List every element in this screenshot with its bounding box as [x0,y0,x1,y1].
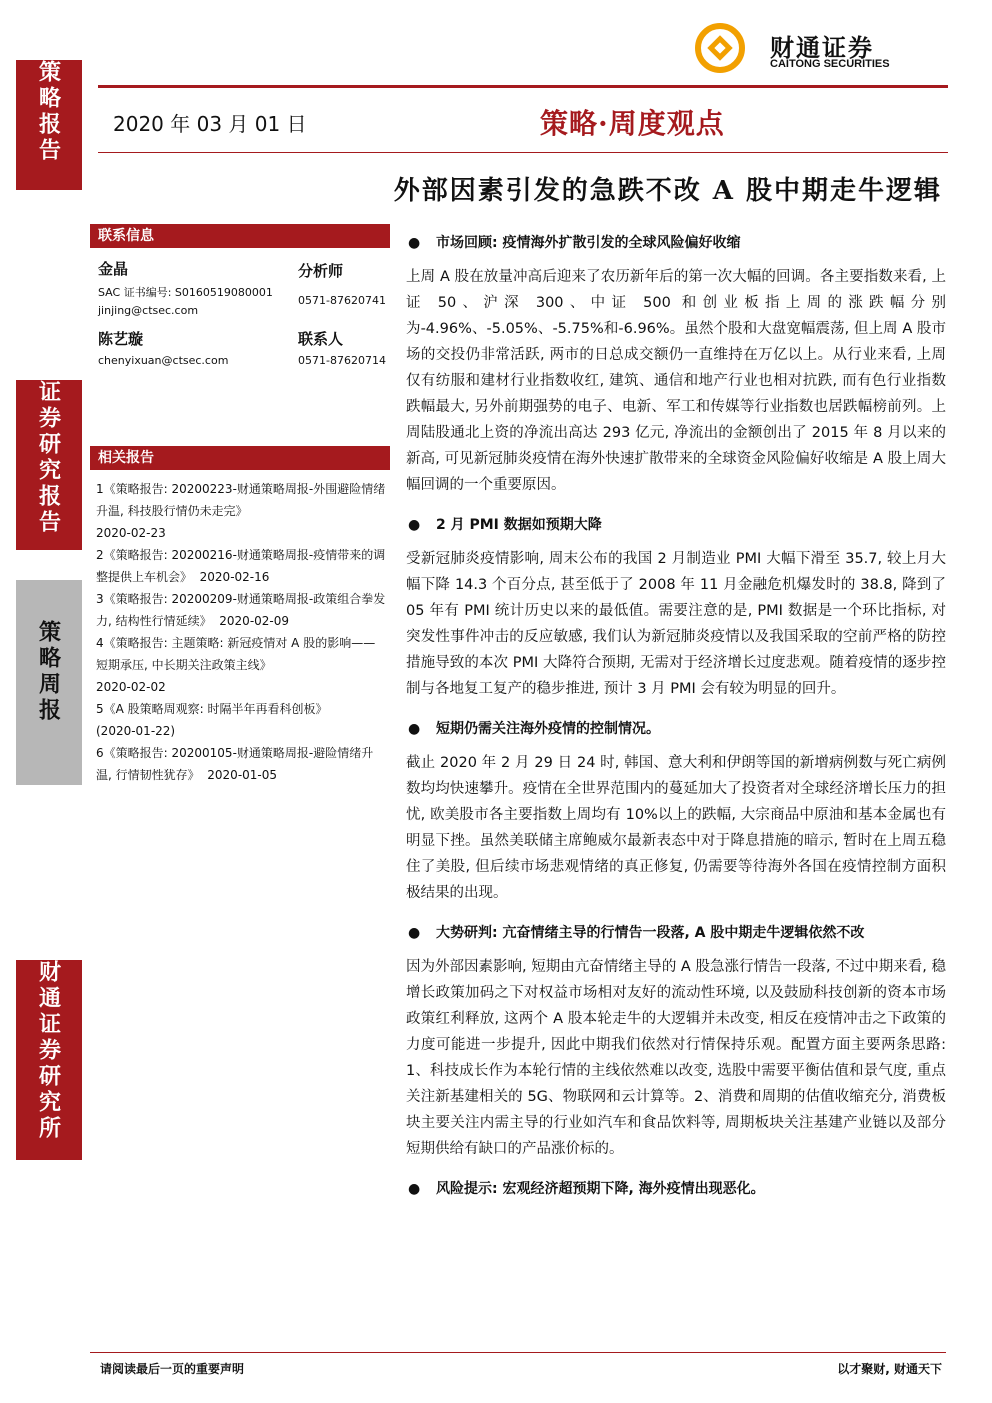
bullet-icon: ● [408,1181,421,1197]
related-reports-list [90,478,390,786]
sidebar-block-institute [16,960,82,1160]
section-paragraph: 上周 A 股在放量冲高后迎来了农历新年后的第一次大幅的回调。各主要指数来看, 上证 50、沪深 300、中证 500 和创业板指上周的涨跌幅分别为-4.96%、-5.05%、-5.75%和-6.96%。虽然个股和大盘宽幅震荡, 但上周 A 股市场的交投仍非常活跃, 两市的日总成交额仍一直维持在万亿以上。从行业来看, 上周仅有纺服和建材行业指数收红, 建筑、通信和地产行业也相对抗跌, 而有色行业指数跌幅最大, 另外前期强势的电子、电新、军工和传媒等行业指数也居跌幅榜前列。上周陆股通北上资的净流出高达 293 亿元, 净流出的金额创出了 2015 年 8 月以来的新高, 可见新冠肺炎疫情在海外快速扩散带来的全球资金风险偏好收缩是 A 股上周大幅回调的一个重要原因。 [406,269,946,493]
list-item[interactable] [90,632,390,698]
sidebar-block-report-type [16,60,82,190]
list-item[interactable] [90,698,390,742]
section-heading-text: 短期仍需关注海外疫情的控制情况。 [436,721,660,737]
sidebar-block-series [16,580,82,785]
brand-name-cn: 财通证券 [770,34,874,62]
related-report-title[interactable]: 5《A 股策略周观察: 时隔半年再看科创板》 [96,702,328,716]
contact-email[interactable]: chenyixuan@ctsec.com [98,354,229,367]
analyst-sac: SAC 证书编号: S0160519080001 [98,286,273,299]
section-heading-text: 大势研判: 亢奋情绪主导的行情告一段落, A 股中期走牛逻辑依然不改 [436,925,865,941]
contact-block [90,248,390,378]
sidebar-label: 策略周报 [35,620,62,724]
report-headline: 外部因素引发的急跌不改 A 股中期走牛逻辑 [393,176,942,206]
section-heading [400,512,948,538]
section-heading [400,230,948,256]
sidebar-block-category [16,380,82,550]
list-item[interactable] [90,742,390,786]
sidebar-label: 证券研究报告 [35,380,62,536]
brand-name-en: CAITONG SECURITIES [770,58,890,70]
analyst-phone: 0571-87620741 [298,294,386,307]
section-paragraph: 因为外部因素影响, 短期由亢奋情绪主导的 A 股急涨行情告一段落, 不过中期来看, 稳增长政策加码之下对权益市场相对友好的流动性环境, 以及鼓励科技创新的资本市场政策红利释放, 这两个 A 股本轮走牛的大逻辑并未改变, 相反在疫情冲击之下政策的力度可能进一步提升, 因此中期我们依然对行情保持乐观。配置方面主要两条思路: 1、科技成长作为本轮行情的主线依然难以改变, 选股中需要平衡估值和景气度, 重点关注新基建相关的 5G、物联网和云计算等。2、消费和周期的估值收缩充分, 消费板块主要关注内需主导的行业如汽车和食品饮料等, 周期板块关注基建产业链以及部分短期供给有缺口的产品涨价标的。 [406,959,946,1157]
caitong-logo-icon [694,22,746,74]
related-report-date: 2020-02-23 [96,526,166,540]
doc-type-title: 策略·周度观点 [540,107,725,140]
section-heading [400,1176,948,1202]
analyst-email[interactable]: jinjing@ctsec.com [98,304,199,317]
related-report-date: (2020-01-22) [96,724,176,738]
related-report-title[interactable]: 1《策略报告: 20200223-财通策略周报-外围避险情绪升温, 科技股行情仍未走完》 [96,482,386,518]
header-rule [98,85,948,88]
related-report-title[interactable]: 4《策略报告: 主题策略: 新冠疫情对 A 股的影响——短期承压, 中长期关注政策主线》 [96,636,376,672]
section-heading [400,716,948,742]
sidebar-label: 策略报告 [35,60,62,164]
bullet-icon: ● [408,517,421,533]
contact-section-heading: 联系信息 [90,224,390,248]
section-heading-text: 风险提示: 宏观经济超预期下降, 海外疫情出现恶化。 [436,1181,765,1197]
related-report-date: 2020-01-05 [207,768,278,782]
report-date: 2020 年 03 月 01 日 [113,112,307,136]
related-report-title[interactable]: 2《策略报告: 20200216-财通策略周报-疫情带来的调整提供上车机会》 [96,548,386,584]
contact-phone: 0571-87620714 [298,354,386,367]
footer-rule [90,1352,946,1353]
bullet-icon: ● [408,721,421,737]
contact-role: 联系人 [298,330,344,348]
section-paragraph: 截止 2020 年 2 月 29 日 24 时, 韩国、意大利和伊朗等国的新增病例数与死亡病例数均均快速攀升。疫情在全世界范围内的蔓延加大了投资者对全球经济增长压力的担忧, 欧美股市各主要指数上周均有 10%以上的跌幅, 大宗商品中原油和基本金属也有明显下挫。虽然美联储主席鲍威尔最新表态中对于降息措施的暗示, 暂时在上周五稳住了美股, 但后续市场悲观情绪的真正修复, 仍需要等待海外各国在疫情控制方面积极结果的出现。 [406,755,946,901]
bullet-icon: ● [408,235,421,251]
section-heading-text: 市场回顾: 疫情海外扩散引发的全球风险偏好收缩 [436,235,741,251]
analyst-name: 金晶 [98,260,129,278]
related-report-date: 2020-02-09 [219,614,290,628]
related-report-title[interactable]: 3《策略报告: 20200209-财通策略周报-政策组合拳发力, 结构性行情延续》 [96,592,386,628]
section-heading-text: 2 月 PMI 数据如预期大降 [436,517,602,533]
analyst-role: 分析师 [298,262,344,280]
related-report-title[interactable]: 6《策略报告: 20200105-财通策略周报-避险情绪升温, 行情韧性犹存》 [96,746,374,782]
main-content [400,230,948,1202]
related-report-date: 2020-02-02 [96,680,166,694]
related-report-date: 2020-02-16 [199,570,270,584]
list-item[interactable] [90,478,390,544]
footer-disclaimer[interactable]: 请阅读最后一页的重要声明 [100,1362,245,1376]
list-item[interactable] [90,588,390,632]
left-column [90,224,390,786]
contact-name: 陈艺璇 [98,330,144,348]
sidebar-label: 财通证券研究所 [35,960,62,1142]
section-paragraph: 受新冠肺炎疫情影响, 周末公布的我国 2 月制造业 PMI 大幅下滑至 35.7, 较上月大幅下降 14.3 个百分点, 甚至低于了 2008 年 11 月金融危机爆发时的 38.8, 降到了 05 年有 PMI 统计历史以来的最低值。需要注意的是, PMI 数据是一个环比指标, 对突发性事件冲击的反应敏感, 我们认为新冠肺炎疫情以及我国采取的空前严格的防控措施导致的本次 PMI 大降符合预期, 无需对于经济增长过度悲观。随着疫情的逐步控制与各地复工复产的稳步推进, 预计 3 月 PMI 会有较为明显的回升。 [406,551,946,697]
bullet-icon: ● [408,925,421,941]
related-section-heading: 相关报告 [90,446,390,470]
list-item[interactable] [90,544,390,588]
section-heading [400,920,948,946]
title-rule [98,152,948,153]
footer-slogan: 以才聚财, 财通天下 [837,1362,942,1376]
